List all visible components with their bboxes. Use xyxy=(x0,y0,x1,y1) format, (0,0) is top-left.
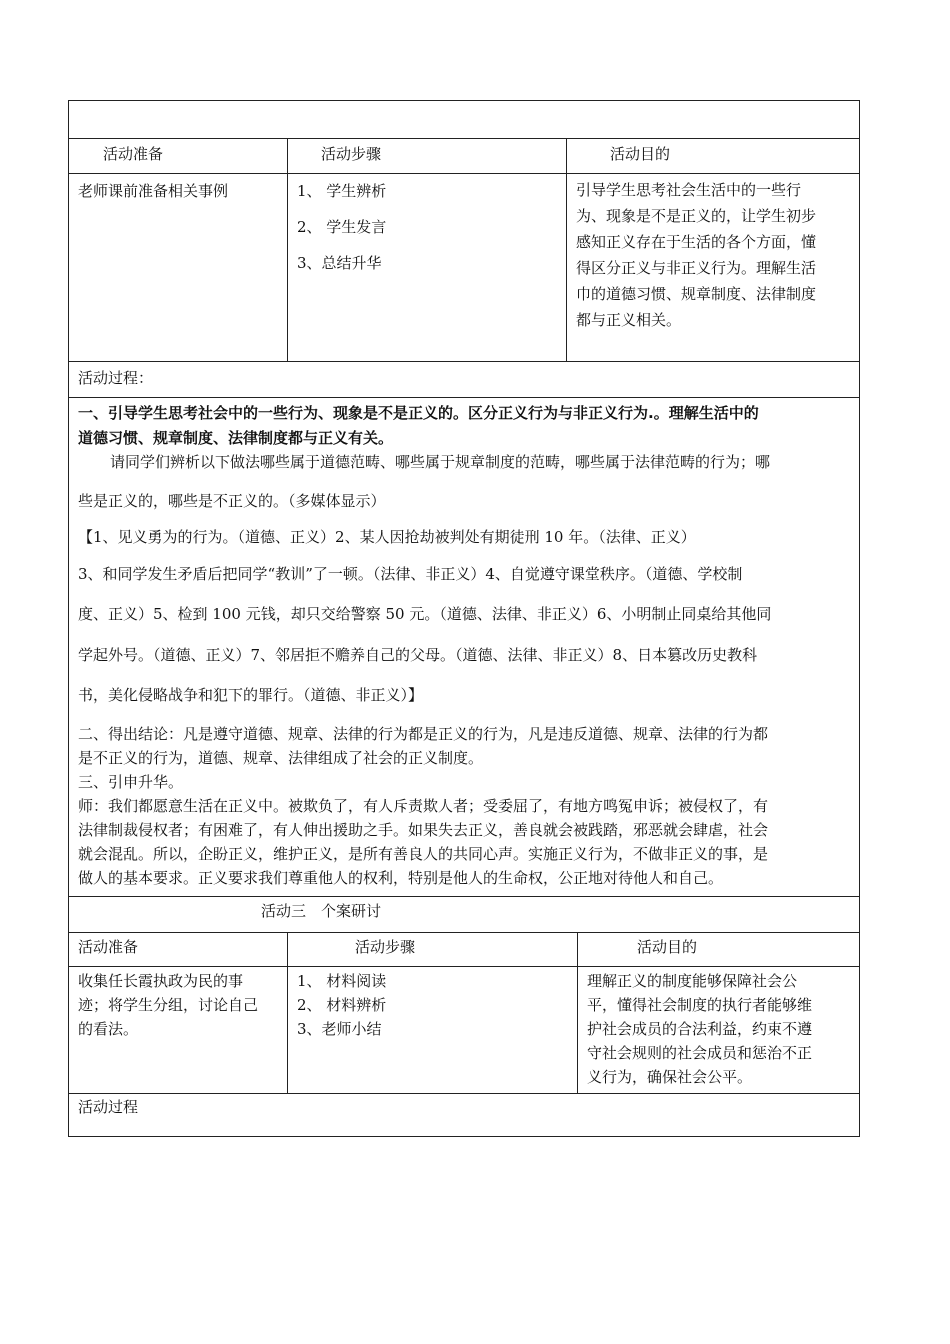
a3-step-2: 2、 材料辨析 xyxy=(297,996,387,1014)
a3-goal-text: 理解正义的制度能够保障社会公 平，懂得社会制度的执行者能够维 护社会成员的合法利益，约束不遵 守社会规则的社会成员和惩治不正 义行为，确保社会公平。 xyxy=(587,972,813,1086)
t1-goal-cell xyxy=(566,173,860,362)
a3-header-goal: 活动目的 xyxy=(637,938,698,956)
a3-prep-cell xyxy=(68,966,288,1094)
a3-header-prep: 活动准备 xyxy=(78,938,139,956)
t1-header-steps-cell xyxy=(287,138,567,174)
process1-conclusion: 二、得出结论：凡是遵守道德、规章、法律的行为都是正义的行为，凡是违反道德、规章、法律的行为都 是不正义的行为，道德、规章、法律组成了社会的正义制度。 三、引申升华。 师：我们都愿意生活在正义中。被欺负了，有人斥责欺人者；受委屈了，有地方鸣冤申诉；被侵权了，有 法律制裁侵权者；有困难了，有人伸出援助之手。如果失去正义，善良就会被践踏，邪恶就会肆虐，社会 就会混乱。所以，企盼正义，维护正义，是所有善良人的共同心声。实施正义行为，不做非正义的事，是 做人的基本要求。正义要求我们尊重他人的权利，特别是他人的生命权，公正地对待他人和自己。 xyxy=(78,722,854,890)
a3-process-row xyxy=(68,1093,860,1137)
t1-prep-cell xyxy=(68,173,288,362)
t1-header-goal-cell xyxy=(566,138,860,174)
a3-header-goal-cell xyxy=(577,932,860,967)
process1-label-row xyxy=(68,361,860,398)
a3-header-steps-cell xyxy=(287,932,578,967)
t1-header-steps: 活动步骤 xyxy=(321,145,382,163)
t1-goal-text: 引导学生思考社会生活中的一些行 为、现象是不是正义的，让学生初步 感知正义存在于生活的各个方面，懂 得区分正义与非正义行为。理解生活 巾的道德习惯、规章制度、法律制度 都与正义相关。 xyxy=(576,181,817,329)
t1-header-prep-cell xyxy=(68,138,288,174)
t1-step-2: 2、 学生发言 xyxy=(297,218,387,236)
a3-step-3: 3、老师小结 xyxy=(297,1020,382,1038)
activity3-title-row xyxy=(68,896,860,933)
a3-goal-cell xyxy=(577,966,860,1094)
process1-label: 活动过程： xyxy=(78,369,154,387)
t1-step-3: 3、总结升华 xyxy=(297,254,382,272)
a3-steps-cell xyxy=(287,966,578,1094)
a3-header-steps: 活动步骤 xyxy=(355,938,416,956)
process1-extend-title: 三、引申升华。 xyxy=(78,773,184,791)
t1-step-1: 1、 学生辨析 xyxy=(297,182,387,200)
top-blank-row xyxy=(68,100,860,139)
process1-heading: 一、引导学生思考社会中的一些行为、现象是不是正义的。区分正义行为与非正义行为.。理解生活中的 道德习惯、规章制度、法律制度都与正义有关。 xyxy=(78,404,759,447)
t1-prep-text: 老师课前准备相关事例 xyxy=(78,182,229,200)
a3-prep-text: 收集任长霞执政为民的事 迹；将学生分组，讨论自己 的看法。 xyxy=(78,972,259,1038)
a3-header-prep-cell xyxy=(68,932,288,967)
t1-header-goal: 活动目的 xyxy=(610,145,671,163)
a3-step-1: 1、 材料阅读 xyxy=(297,972,387,990)
t1-header-prep: 活动准备 xyxy=(103,145,164,163)
activity3-title: 活动三 个案研讨 xyxy=(261,902,382,920)
a3-steps-list xyxy=(297,969,575,1041)
a3-process-label: 活动过程 xyxy=(78,1098,139,1116)
t1-steps-cell xyxy=(287,173,567,362)
